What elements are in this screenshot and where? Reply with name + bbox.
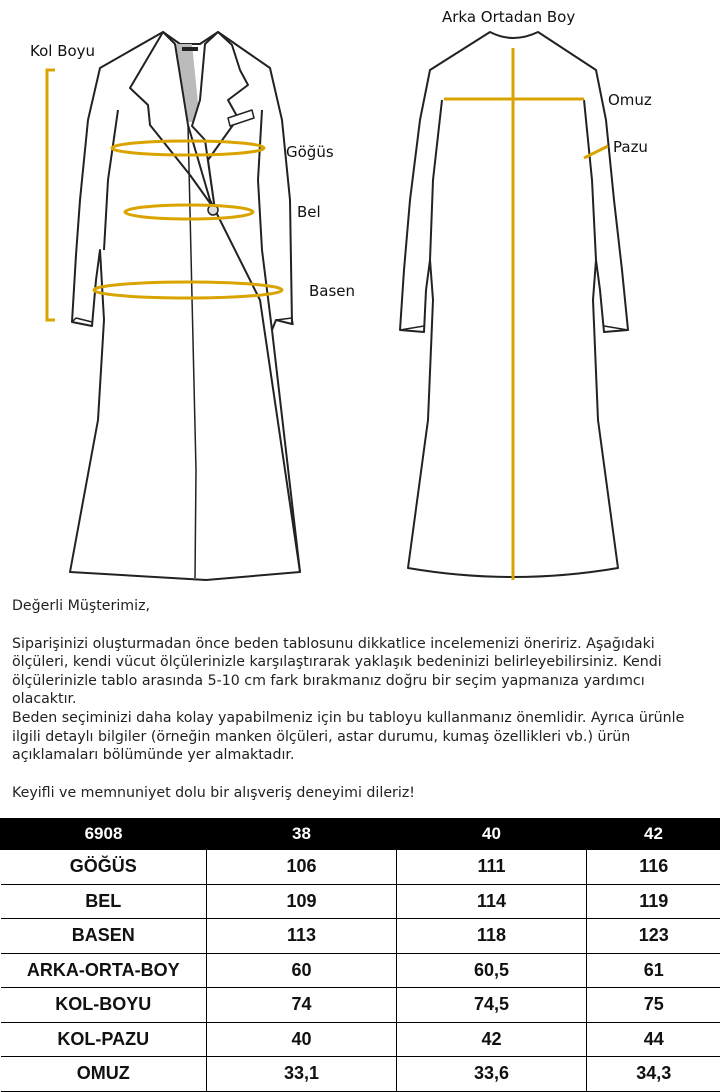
label-sleeve-length: Kol Boyu [30, 42, 95, 60]
header-size-38: 38 [207, 818, 397, 850]
table-row [1, 850, 720, 884]
cell: 119 [587, 884, 720, 919]
front-view [70, 32, 300, 580]
cell: 60 [207, 953, 397, 988]
label-shoulder: Omuz [608, 91, 652, 109]
cell: 33,1 [207, 1057, 397, 1092]
row-label: BEL [1, 884, 207, 919]
cell: 109 [207, 884, 397, 919]
cell: 114 [397, 884, 587, 919]
cell: 60,5 [397, 953, 587, 988]
greeting-text: Değerli Müşterimiz, [12, 597, 712, 616]
cell: 42 [397, 1022, 587, 1057]
table-row [1, 1057, 720, 1092]
closing-text: Keyifli ve memnuniyet dolu bir alışveriş deneyimi dileriz! [12, 784, 712, 803]
table-row [1, 884, 720, 919]
row-label: OMUZ [1, 1057, 207, 1092]
table-row [1, 988, 720, 1023]
table-row [1, 1022, 720, 1057]
message-paragraph-2: Beden seçiminizi daha kolay yapabilmeniz için bu tabloyu kullanmanız önemlidir. Ayrıca ürünle ilgili detaylı bilgiler (örneğin manken ölçüleri, astar durumu, kumaş özellikleri vb.) ürün açıklamaları bölümünde yer almaktadır. [12, 709, 712, 765]
cell: 123 [587, 919, 720, 954]
cell: 44 [587, 1022, 720, 1057]
cell: 61 [587, 953, 720, 988]
row-label: KOL-PAZU [1, 1022, 207, 1057]
header-model-code: 6908 [1, 818, 207, 850]
label-back-length: Arka Ortadan Boy [442, 8, 575, 26]
label-waist: Bel [297, 203, 321, 221]
table-row [1, 953, 720, 988]
cell: 111 [397, 850, 587, 884]
customer-message [12, 597, 712, 802]
size-table [0, 818, 720, 1092]
cell: 106 [207, 850, 397, 884]
cell: 113 [207, 919, 397, 954]
label-bicep: Pazu [613, 138, 648, 156]
row-label: ARKA-ORTA-BOY [1, 953, 207, 988]
cell: 40 [207, 1022, 397, 1057]
label-hip: Basen [309, 282, 355, 300]
row-label: KOL-BOYU [1, 988, 207, 1023]
cell: 74,5 [397, 988, 587, 1023]
row-label: BASEN [1, 919, 207, 954]
cell: 75 [587, 988, 720, 1023]
row-label: GÖĞÜS [1, 850, 207, 884]
cell: 33,6 [397, 1057, 587, 1092]
cell: 34,3 [587, 1057, 720, 1092]
cell: 118 [397, 919, 587, 954]
header-size-40: 40 [397, 818, 587, 850]
table-row [1, 919, 720, 954]
cell: 74 [207, 988, 397, 1023]
sleeve-length-bracket [47, 70, 55, 320]
message-paragraph-1: Siparişinizi oluşturmadan önce beden tablosunu dikkatlice incelemenizi öneririz. Aşağıdaki ölçüleri, kendi vücut ölçülerinizle karşılaştırarak yaklaşık bedeninizi belirleyebilirsiniz. Kendi ölçülerinizle tablo arasında 5-10 cm fark bırakmanız doğru bir seçim yapmanıza yardımcı olacaktır. [12, 635, 712, 709]
cell: 116 [587, 850, 720, 884]
table-header-row [1, 818, 720, 850]
header-size-42: 42 [587, 818, 720, 850]
label-chest: Göğüs [286, 143, 334, 161]
